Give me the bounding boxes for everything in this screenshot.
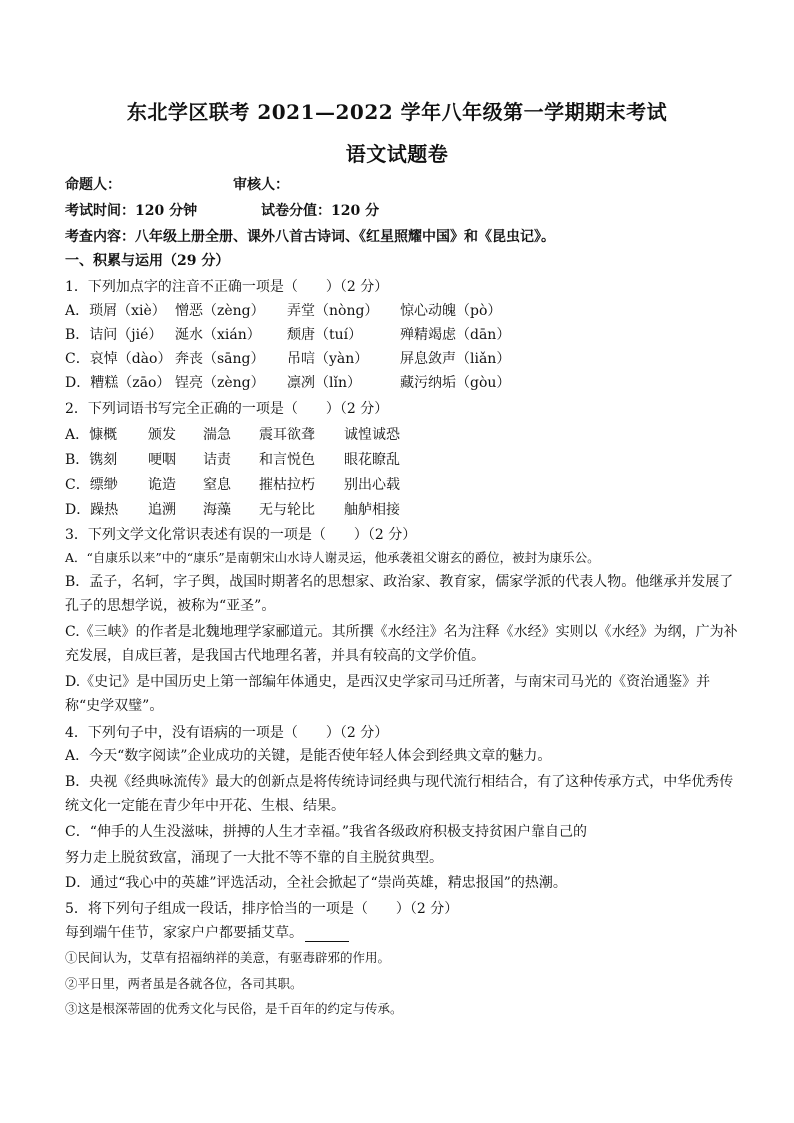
q4-option-c-line1: C．“伸手的人生没滋味，拼搏的人生才幸福。”我省各级政府积极支持贫困户靠自己的 xyxy=(65,824,588,840)
scope-line: 考查内容：八年级上册全册、课外八首古诗词、《红星照耀中国》和《昆虫记》。 xyxy=(65,229,555,245)
q1-option: 锃亮（zèng） xyxy=(175,375,265,391)
q2-option: 窒息 xyxy=(203,477,231,493)
q4-stem: 4．下列句子中，没有语病的一项是（ ）（2 分） xyxy=(65,725,389,741)
q1-option: C．哀悼（dào） xyxy=(65,351,172,367)
q2-option: 诡造 xyxy=(148,477,176,493)
q2-stem: 2．下列词语书写完全正确的一项是（ ）（2 分） xyxy=(65,401,389,417)
q5-sentence-1: ①民间认为，艾草有招福纳祥的美意，有驱毒辟邪的作用。 xyxy=(65,950,391,965)
q3-stem: 3．下列文学文化常识表述有误的一项是（ ）（2 分） xyxy=(65,527,417,543)
q2-option: 别出心载 xyxy=(344,477,400,493)
answer-blank xyxy=(305,927,349,942)
q5-stem: 5．将下列句子组成一段话，排序恰当的一项是（ ）（2 分） xyxy=(65,901,459,917)
q4-option-d: D．通过“我心中的英雄”评选活动，全社会掀起了“崇尚英雄，精忠报国”的热潮。 xyxy=(65,875,567,891)
q1-option: 凛冽（lǐn） xyxy=(287,375,361,391)
q1-option: 惊心动魄（pò） xyxy=(400,303,502,319)
q2-option: D．躁热 xyxy=(65,502,119,518)
q2-option: C．缥缈 xyxy=(65,477,118,493)
q1-option: 藏污纳垢（gòu） xyxy=(400,375,511,391)
q2-option: 颁发 xyxy=(148,427,176,443)
q1-option: 颓唐（tuí） xyxy=(287,327,363,343)
q2-option: 无与轮比 xyxy=(259,502,315,518)
q1-option: 弄堂（nòng） xyxy=(287,303,379,319)
q5-intro: 每到端午佳节，家家户户都要插艾草。 xyxy=(65,925,303,941)
q1-option: 奔丧（sāng） xyxy=(175,351,265,367)
q2-option: 和言悦色 xyxy=(259,452,315,468)
q4-option-b: B．央视《经典咏流传》最大的创新点是将传统诗词经典与现代流行相结合，有了这种传承方式，中华优秀传统文化一定能在青少年中开花、生根、结果。 xyxy=(65,774,734,814)
q2-option: B．镌刻 xyxy=(65,452,118,468)
author-label: 命题人： xyxy=(65,177,121,193)
q1-option: 殚精竭虑（dān） xyxy=(400,327,511,343)
q3-option-b: B．孟子，名轲，字子舆，战国时期著名的思想家、政治家、教育家，儒家学派的代表人物。他继承并发展了孔子的思想学说，被称为“亚圣”。 xyxy=(65,574,734,614)
q5-sentence-2: ②平日里，两者虽是各就各位，各司其职。 xyxy=(65,976,303,991)
q2-option: 诚惶诚恐 xyxy=(344,427,400,443)
q2-option: 摧枯拉朽 xyxy=(259,477,315,493)
q2-option: 湍急 xyxy=(203,427,231,443)
q4-option-c-line2: 努力走上脱贫致富，涌现了一大批不等不靠的自主脱贫典型。 xyxy=(65,850,443,866)
q2-option: 哽咽 xyxy=(148,452,176,468)
q3-option-d: D.《史记》是中国历史上第一部编年体通史，是西汉史学家司马迁所著，与南宋司马光的《资治通鉴》并称“史学双璧”。 xyxy=(65,674,711,714)
q2-option: 海藻 xyxy=(203,502,231,518)
q1-option: A．琐屑（xiè） xyxy=(65,303,166,319)
reviewer-label: 审核人： xyxy=(233,177,289,193)
time-score-row xyxy=(65,200,379,220)
q5-intro-row xyxy=(65,922,349,942)
exam-subtitle: 语文试题卷 xyxy=(345,142,449,166)
q3-option-c: C.《三峡》的作者是北魏地理学家郦道元。其所撰《水经注》名为注释《水经》实则以《水经》为纲，广为补充发展，自成巨著，是我国古代地理名著，并具有较高的文学价值。 xyxy=(65,624,738,664)
q1-option: D．糟糕（zāo） xyxy=(65,375,171,391)
q2-option: 舳舻相接 xyxy=(344,502,400,518)
q5-sentence-3: ③这是根深蒂固的优秀文化与民俗，是千百年的约定与传承。 xyxy=(65,1001,403,1016)
q2-option: 眼花瞭乱 xyxy=(344,452,400,468)
q1-stem: 1．下列加点字的注音不正确一项是（ ）（2 分） xyxy=(65,279,389,295)
exam-title: 东北学区联考 2021—2022 学年八年级第一学期期末考试 xyxy=(126,100,668,124)
q1-option: 屏息敛声（liǎn） xyxy=(400,351,511,367)
q2-option: A．慷概 xyxy=(65,427,118,443)
score-label: 试卷分值：120 分 xyxy=(261,203,380,219)
time-label: 考试时间：120 分钟 xyxy=(65,203,198,219)
q1-option: 吊唁（yàn） xyxy=(287,351,369,367)
q1-option: B．诘问（jié） xyxy=(65,327,163,343)
q4-option-a: A．今天“数字阅读”企业成功的关键，是能否使年轻人体会到经典文章的魅力。 xyxy=(65,748,552,764)
q3-option-a: A．“自康乐以来”中的“康乐”是南朝宋山水诗人谢灵运，他承袭祖父谢玄的爵位，被封为康乐公。 xyxy=(65,550,600,565)
section-title: 一、积累与运用（29 分） xyxy=(65,253,230,269)
author-reviewer-row xyxy=(65,174,289,194)
q2-option: 震耳欲聋 xyxy=(259,427,315,443)
q1-option: 憎恶（zèng） xyxy=(175,303,265,319)
q2-option: 追溯 xyxy=(148,502,176,518)
q2-option: 诘责 xyxy=(203,452,231,468)
q1-option: 涎水（xián） xyxy=(175,327,261,343)
